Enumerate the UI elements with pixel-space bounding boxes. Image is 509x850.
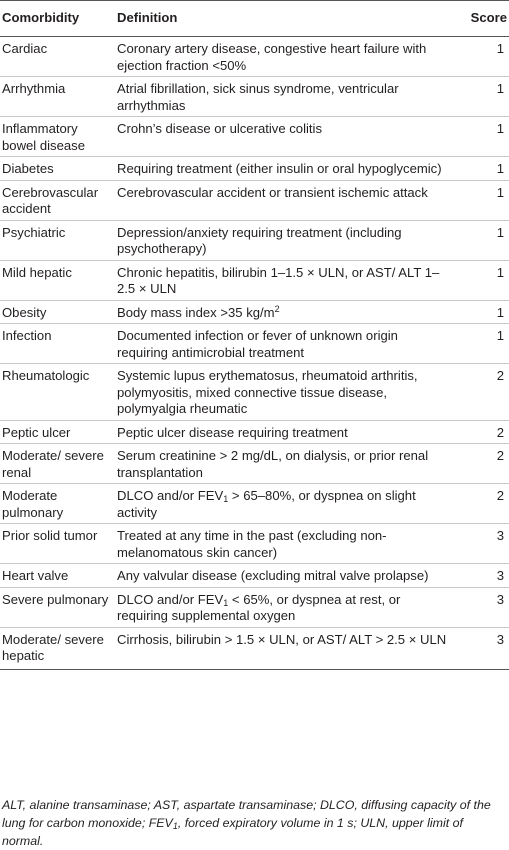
table-row [0,77,509,117]
score-cell: 1 [454,300,509,324]
comorbidity-cell: Mild hepatic [0,260,112,300]
table-row [0,524,509,564]
definition-text: < 65%, or dyspnea at rest, or requiring supplemental oxygen [117,591,401,623]
score-cell: 1 [454,260,509,300]
table-row [0,444,509,484]
header-score: Score [454,1,509,37]
score-cell: 3 [454,564,509,588]
comorbidity-cell: Obesity [0,300,112,324]
comorbidity-cell: Prior solid tumor [0,524,112,564]
score-cell: 2 [454,444,509,484]
table-row [0,420,509,444]
definition-cell: Any valvular disease (excluding mitral valve prolapse) [112,564,454,588]
superscript: 2 [274,303,280,314]
header-comorbidity: Comorbidity [0,1,112,37]
comorbidity-cell: Severe pulmonary [0,587,112,627]
comorbidity-cell: Heart valve [0,564,112,588]
score-cell: 1 [496,41,504,56]
score-cell: 2 [454,364,509,421]
table-row [0,300,509,324]
score-cell: 3 [454,627,509,669]
definition-text: > 65–80%, or dyspnea on slight activity [117,488,416,520]
score-cell: 1 [454,180,509,220]
comorbidity-cell: Psychiatric [0,220,112,260]
definition-cell: Depression/anxiety requiring treatment (including psychotherapy) [112,220,454,260]
comorbidity-cell: Moderate/ severe renal [0,444,112,484]
definition-cell [112,300,454,324]
definition-cell: Cerebrovascular accident or transient ischemic attack [112,180,454,220]
definition-cell: Coronary artery disease, congestive heart failure with ejection fraction <50% [117,41,427,73]
score-cell: 1 [454,324,509,364]
footnote-text: , forced expiratory volume in 1 s; ULN, upper limit of normal. [2,816,463,848]
table-row [0,157,509,181]
table-row [0,587,509,627]
score-cell: 1 [454,157,509,181]
header-definition: Definition [112,1,454,37]
definition-cell: Atrial fibrillation, sick sinus syndrome, ventricular arrhythmias [112,77,454,117]
definition-text: DLCO and/or FEV [117,488,224,503]
definition-cell: Requiring treatment (either insulin or oral hypoglycemic) [112,157,454,181]
definition-cell: Treated at any time in the past (excluding non-melanomatous skin cancer) [112,524,454,564]
comorbidity-cell: Infection [0,324,112,364]
definition-cell [112,484,454,524]
definition-cell: Serum creatinine > 2 mg/dL, on dialysis, or prior renal transplantation [112,444,454,484]
table-row [0,260,509,300]
definition-cell: Cirrhosis, bilirubin > 1.5 × ULN, or AST/ ALT > 2.5 × ULN [112,627,454,669]
table-row [0,37,509,77]
comorbidity-cell: Peptic ulcer [0,420,112,444]
definition-cell: Chronic hepatitis, bilirubin 1–1.5 × ULN, or AST/ ALT 1–2.5 × ULN [112,260,454,300]
table-footnote [2,796,502,850]
comorbidity-cell: Cardiac [2,41,48,56]
comorbidity-cell: Moderate/ severe hepatic [0,627,112,669]
score-cell: 1 [454,77,509,117]
score-cell: 3 [454,587,509,627]
table-row [0,324,509,364]
definition-cell: Crohn’s disease or ulcerative colitis [112,117,454,157]
definition-cell: Systemic lupus erythematosus, rheumatoid arthritis, polymyositis, mixed connective tissue disease, polymyalgia rheumatic [112,364,454,421]
comorbidity-cell: Arrhythmia [0,77,112,117]
score-cell: 1 [454,117,509,157]
subscript: 1 [223,494,229,504]
comorbidity-cell: Rheumatologic [0,364,112,421]
table-row [0,220,509,260]
table-header-row [0,1,509,37]
table-row [0,180,509,220]
table-row [0,564,509,588]
table-row [0,627,509,669]
definition-cell [112,587,454,627]
subscript: 1 [223,597,229,608]
comorbidity-cell: Inflammatory bowel disease [0,117,112,157]
comorbidity-cell: Moderate pulmonary [0,484,112,524]
definition-text: Body mass index >35 kg/m [117,304,275,320]
score-cell: 2 [454,484,509,524]
score-cell: 1 [454,220,509,260]
table-row [0,364,509,421]
subscript: 1 [172,821,178,831]
definition-text: DLCO and/or FEV [117,591,224,607]
definition-cell: Peptic ulcer disease requiring treatment [112,420,454,444]
definition-cell: Documented infection or fever of unknown origin requiring antimicrobial treatment [112,324,454,364]
comorbidity-cell: Diabetes [0,157,112,181]
table-row [0,484,509,524]
comorbidity-cell: Cerebrovascular accident [0,180,112,220]
score-cell: 3 [454,524,509,564]
table-row [0,117,509,157]
score-cell: 2 [454,420,509,444]
footnote-text: ALT, alanine transaminase; AST, aspartate transaminase; DLCO, diffusing capacity of the lung for carbon monoxide; FEV [2,798,491,830]
